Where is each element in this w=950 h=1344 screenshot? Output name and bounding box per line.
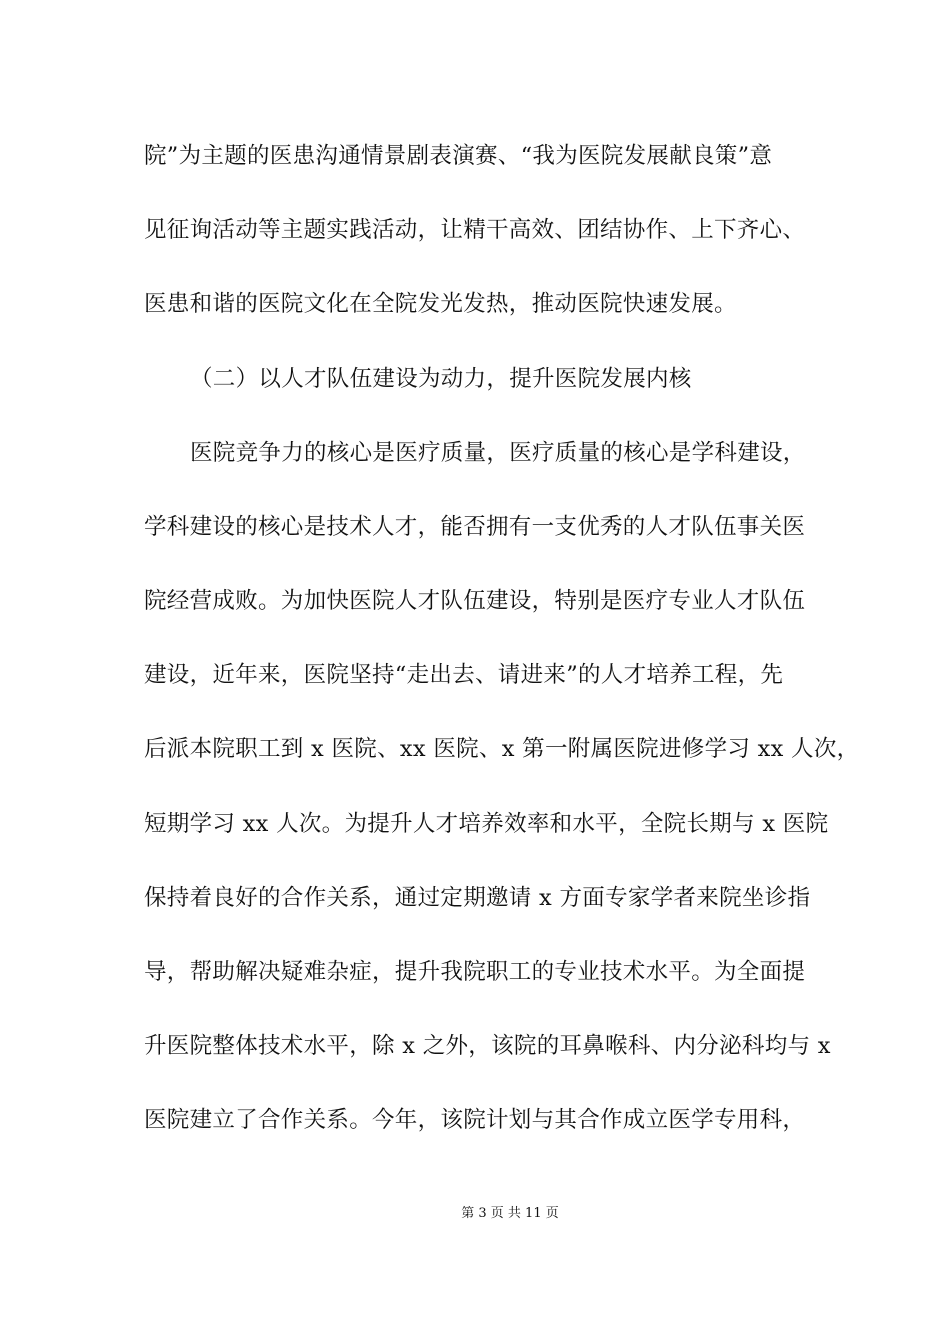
body-text-line: 见征询活动等主题实践活动，让精干高效、团结协作、上下齐心、 [144,217,806,243]
body-text-line: 后派本院职工到 x 医院、xx 医院、x 第一附属医院进修学习 xx 人次， [144,736,860,762]
page-number-footer: 第 3 页 共 11 页 [461,1206,559,1221]
body-text-line: 医院建立了合作关系。今年，该院计划与其合作成立医学专用科， [144,1107,806,1133]
body-text-line: 院”为主题的医患沟通情景剧表演赛、“我为医院发展献良策”意 [144,143,773,169]
body-text-line: 院经营成败。为加快医院人才队伍建设，特别是医疗专业人才队伍 [144,588,806,614]
body-text-line: 短期学习 xx 人次。为提升人才培养效率和水平，全院长期与 x 医院 [144,811,829,837]
body-text-line: 学科建设的核心是技术人才，能否拥有一支优秀的人才队伍事关医 [144,514,806,540]
body-text-line: 升医院整体技术水平，除 x 之外，该院的耳鼻喉科、内分泌科均与 x [144,1033,831,1059]
section-heading: （二）以人才队伍建设为动力，提升医院发展内核 [190,366,692,392]
body-text-line: 保持着良好的合作关系，通过定期邀请 x 方面专家学者来院坐诊指 [144,885,811,911]
body-text-line: 医院竞争力的核心是医疗质量，医疗质量的核心是学科建设， [190,440,806,466]
body-text-line: 导，帮助解决疑难杂症，提升我院职工的专业技术水平。为全面提 [144,959,806,985]
body-text-line: 医患和谐的医院文化在全院发光发热，推动医院快速发展。 [144,291,737,317]
body-text-line: 建设，近年来，医院坚持“走出去、请进来”的人才培养工程，先 [144,662,784,688]
